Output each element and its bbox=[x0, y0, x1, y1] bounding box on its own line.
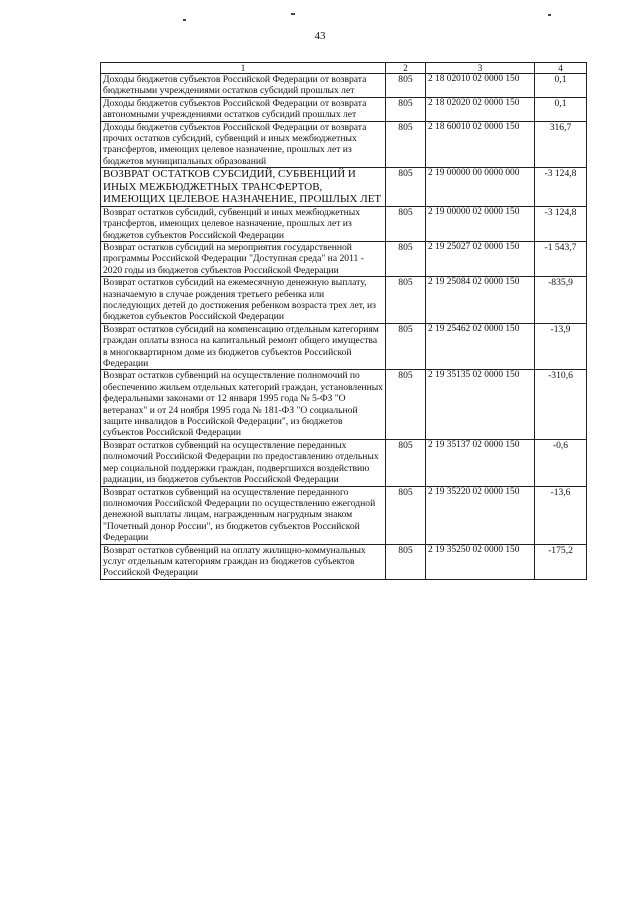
row-name-cell: Доходы бюджетов субъектов Российской Федерации от возврата автономными учреждениями остатков субсидий прошлых лет bbox=[101, 97, 386, 121]
row-sum-cell: -13,6 bbox=[535, 486, 587, 544]
row-budget-code-cell: 2 19 25462 02 0000 150 bbox=[426, 323, 535, 370]
row-admin-code-cell: 805 bbox=[386, 370, 426, 439]
row-budget-code-cell: 2 19 35250 02 0000 150 bbox=[426, 544, 535, 579]
row-name-cell: ВОЗВРАТ ОСТАТКОВ СУБСИДИЙ, СУБВЕНЦИЙ И ИНЫХ МЕЖБЮДЖЕТНЫХ ТРАНСФЕРТОВ, ИМЕЮЩИХ ЦЕЛЕВОЕ НАЗНАЧЕНИЕ, ПРОШЛЫХ ЛЕТ bbox=[101, 168, 386, 207]
row-budget-code-cell: 2 19 00000 00 0000 000 bbox=[426, 168, 535, 207]
column-header: 1 bbox=[101, 63, 386, 74]
row-sum-cell: -175,2 bbox=[535, 544, 587, 579]
row-name-cell: Возврат остатков субвенций на осуществление переданных полномочий Российской Федерации по предоставлению отдельных мер социальной поддержки граждан, подвергшихся воздействию радиации, из бюджетов субъектов Российской Федерации bbox=[101, 439, 386, 486]
row-name-cell: Возврат остатков субвенций на оплату жилищно-коммунальных услуг отдельным категориям граждан из бюджетов субъектов Российской Федерации bbox=[101, 544, 386, 579]
row-sum-cell: -13,9 bbox=[535, 323, 587, 370]
row-name-cell: Доходы бюджетов субъектов Российской Федерации от возврата бюджетными учреждениями остатков субсидий прошлых лет bbox=[101, 74, 386, 98]
table-row bbox=[101, 97, 587, 121]
table-row bbox=[101, 439, 587, 486]
row-budget-code-cell: 2 18 02020 02 0000 150 bbox=[426, 97, 535, 121]
row-budget-code-cell: 2 19 35137 02 0000 150 bbox=[426, 439, 535, 486]
table-row bbox=[101, 486, 587, 544]
table-header-row bbox=[101, 63, 587, 74]
row-sum-cell: 0,1 bbox=[535, 97, 587, 121]
row-sum-cell: 0,1 bbox=[535, 74, 587, 98]
row-admin-code-cell: 805 bbox=[386, 277, 426, 324]
row-sum-cell: -835,9 bbox=[535, 277, 587, 324]
table-row bbox=[101, 370, 587, 439]
table-body bbox=[101, 74, 587, 580]
row-admin-code-cell: 805 bbox=[386, 206, 426, 241]
table-row bbox=[101, 168, 587, 207]
page-number: 43 bbox=[314, 30, 326, 42]
column-header: 2 bbox=[386, 63, 426, 74]
row-admin-code-cell: 805 bbox=[386, 323, 426, 370]
row-admin-code-cell: 805 bbox=[386, 486, 426, 544]
row-budget-code-cell: 2 19 35220 02 0000 150 bbox=[426, 486, 535, 544]
row-admin-code-cell: 805 bbox=[386, 97, 426, 121]
row-name-cell: Доходы бюджетов субъектов Российской Федерации от возврата прочих остатков субсидий, субвенций и иных межбюджетных трансфертов, имеющих целевое назначение, прошлых лет из бюджетов муниципальных образований bbox=[101, 121, 386, 168]
row-sum-cell: -3 124,8 bbox=[535, 206, 587, 241]
table-row bbox=[101, 74, 587, 98]
row-admin-code-cell: 805 bbox=[386, 74, 426, 98]
row-name-cell: Возврат остатков субвенций на осуществление переданного полномочия Российской Федерации по осуществлению ежегодной денежной выплаты лицам, награжденным нагрудным знаком "Почетный донор России", из бюджетов субъектов Российской Федерации bbox=[101, 486, 386, 544]
table-row bbox=[101, 277, 587, 324]
row-name-cell: Возврат остатков субсидий на мероприятия государственной программы Российской Федерации "Доступная среда" на 2011 - 2020 годы из бюджетов субъектов Российской Федерации bbox=[101, 241, 386, 276]
row-budget-code-cell: 2 18 60010 02 0000 150 bbox=[426, 121, 535, 168]
scan-speck bbox=[291, 13, 295, 15]
row-sum-cell: -3 124,8 bbox=[535, 168, 587, 207]
row-budget-code-cell: 2 19 00000 02 0000 150 bbox=[426, 206, 535, 241]
table-row bbox=[101, 241, 587, 276]
budget-table bbox=[100, 62, 587, 580]
row-budget-code-cell: 2 19 25084 02 0000 150 bbox=[426, 277, 535, 324]
row-sum-cell: 316,7 bbox=[535, 121, 587, 168]
table-row bbox=[101, 121, 587, 168]
table-row bbox=[101, 323, 587, 370]
scan-speck bbox=[548, 14, 551, 16]
row-admin-code-cell: 805 bbox=[386, 241, 426, 276]
row-budget-code-cell: 2 19 35135 02 0000 150 bbox=[426, 370, 535, 439]
row-admin-code-cell: 805 bbox=[386, 439, 426, 486]
row-sum-cell: -1 543,7 bbox=[535, 241, 587, 276]
row-budget-code-cell: 2 19 25027 02 0000 150 bbox=[426, 241, 535, 276]
column-header: 4 bbox=[535, 63, 587, 74]
row-name-cell: Возврат остатков субвенций на осуществление полномочий по обеспечению жильем отдельных категорий граждан, установленных федеральными законами от 12 января 1995 года № 5-ФЗ "О ветеранах" и от 24 ноября 1995 года № 181-ФЗ "О социальной защите инвалидов в Российской Федерации", из бюджетов субъектов Российской Федерации bbox=[101, 370, 386, 439]
row-name-cell: Возврат остатков субсидий на ежемесячную денежную выплату, назначаемую в случае рождения третьего ребенка или последующих детей до достижения ребенком возраста трех лет, из бюджетов субъектов Российской Федерации bbox=[101, 277, 386, 324]
row-admin-code-cell: 805 bbox=[386, 168, 426, 207]
row-name-cell: Возврат остатков субсидий, субвенций и иных межбюджетных трансфертов, имеющих целевое назначение, прошлых лет из бюджетов субъектов Российской Федерации bbox=[101, 206, 386, 241]
row-admin-code-cell: 805 bbox=[386, 121, 426, 168]
row-budget-code-cell: 2 18 02010 02 0000 150 bbox=[426, 74, 535, 98]
scan-speck bbox=[183, 19, 186, 21]
table-row bbox=[101, 206, 587, 241]
row-sum-cell: -310,6 bbox=[535, 370, 587, 439]
row-sum-cell: -0,6 bbox=[535, 439, 587, 486]
row-name-cell: Возврат остатков субсидий на компенсацию отдельным категориям граждан оплаты взноса на капитальный ремонт общего имущества в многоквартирном доме из бюджетов субъектов Российской Федерации bbox=[101, 323, 386, 370]
row-admin-code-cell: 805 bbox=[386, 544, 426, 579]
table-row bbox=[101, 544, 587, 579]
column-header: 3 bbox=[426, 63, 535, 74]
